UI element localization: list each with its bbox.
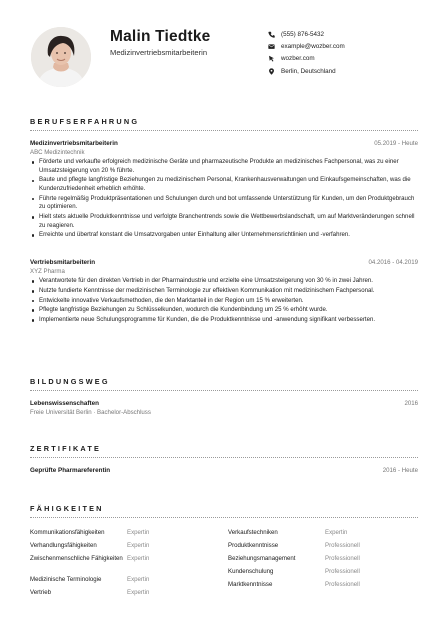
skill-level: Expertin — [127, 589, 150, 597]
skills-section — [30, 504, 418, 518]
job-bullet: Erreichte und übertraf konstant die Umsatzvorgaben unter Einhaltung aller Unternehmensrichtlinien und -verfahren. — [30, 231, 418, 240]
job-date: 04.2016 - 04.2019 — [368, 259, 418, 266]
certificate-title: Geprüfte Pharmareferentin — [30, 467, 111, 474]
section-divider — [30, 130, 418, 131]
education-date: 2016 — [404, 400, 418, 407]
skill-name: Zwischenmenschliche Fähigkeiten — [30, 555, 123, 562]
skill-name: Marktkenntnisse — [228, 581, 273, 588]
section-title-certificates: ZERTIFIKATE — [30, 444, 102, 453]
job-entry-1 — [30, 140, 418, 241]
contact-website-text[interactable]: wozber.com — [281, 55, 315, 63]
education-institution: Freie Universität Berlin · Bachelor-Abschluss — [30, 408, 151, 416]
phone-icon — [268, 30, 281, 39]
skill-name: Verhandlungsfähigkeiten — [30, 542, 97, 549]
job-title: Vertriebsmitarbeiterin — [30, 259, 96, 266]
skill-item — [228, 555, 360, 563]
job-bullet: Pflegte langfristige Beziehungen zu Schlüsselkunden, wodurch die Kundenbindung um 25 % erhöht wurde. — [30, 306, 418, 315]
skill-level: Professionell — [325, 581, 360, 589]
job-title: Medizinvertriebsmitarbeiterin — [30, 140, 118, 147]
contact-phone — [268, 28, 345, 40]
education-section — [30, 377, 418, 391]
avatar — [31, 27, 91, 87]
skill-level: Expertin — [127, 555, 150, 563]
profile-photo — [31, 27, 91, 87]
contact-email-text[interactable]: example@wozber.com — [281, 42, 345, 50]
education-entry — [30, 400, 418, 416]
skill-item — [228, 581, 360, 589]
skill-level: Expertin — [325, 529, 348, 537]
certificate-date: 2016 - Heute — [382, 467, 418, 474]
job-bullet: Führte regelmäßig Produktpräsentationen und Schulungen durch und bot umfassende Unterstützung für Kunden, um den Produktgebrauch zu optimieren. — [30, 195, 418, 212]
job-bullets — [30, 158, 418, 240]
skill-item — [30, 589, 149, 597]
job-bullet: Entwickelte innovative Verkaufsmethoden, die den Marktanteil in der Region um 15 % erweiterten. — [30, 297, 418, 306]
education-title: Lebenswissenschaften — [30, 400, 99, 407]
skill-level: Professionell — [325, 555, 360, 563]
skill-level: Expertin — [127, 576, 150, 584]
contact-website — [268, 53, 345, 65]
section-divider — [30, 517, 418, 518]
experience-section — [30, 117, 418, 131]
candidate-name: Malin Tiedtke — [110, 28, 211, 45]
job-bullet: Verantwortete für den direkten Vertrieb in der Pharmaindustrie und erzielte eine Umsatzsteigerung von 30 % in zwei Jahren. — [30, 277, 418, 286]
contact-location-text: Berlin, Deutschland — [281, 67, 336, 75]
skill-name: Kundenschulung — [228, 568, 274, 575]
section-title-skills: FÄHIGKEITEN — [30, 504, 104, 513]
job-bullet: Förderte und verkaufte erfolgreich medizinische Geräte und pharmazeutische Produkte an medizinisches Fachpersonal, was zu einer Umsatzsteigerung von 20 % führte. — [30, 158, 418, 175]
skill-level: Expertin — [127, 542, 150, 550]
skill-level: Professionell — [325, 568, 360, 576]
skill-item — [228, 529, 347, 537]
skill-item — [30, 555, 149, 563]
contact-phone-text[interactable]: (555) 876-5432 — [281, 30, 325, 38]
certificates-section — [30, 444, 418, 458]
job-bullets — [30, 277, 418, 324]
skill-item — [30, 529, 149, 537]
job-bullet: Baute und pflegte langfristige Beziehungen zu medizinischem Personal, Krankenhausverwaltungen und Einkaufsgemeinschaften, was die Kundenzufriedenheit erheblich erhöhte. — [30, 176, 418, 193]
skill-item — [30, 542, 149, 550]
contact-email — [268, 40, 345, 52]
skill-level: Professionell — [325, 542, 360, 550]
website-icon — [268, 54, 281, 63]
contact-list — [268, 28, 345, 77]
skill-name: Medizinische Terminologie — [30, 576, 102, 583]
section-title-experience: BERUFSERFAHRUNG — [30, 117, 140, 126]
section-divider — [30, 457, 418, 458]
section-title-education: BILDUNGSWEG — [30, 377, 110, 386]
section-divider — [30, 390, 418, 391]
location-icon — [268, 67, 281, 76]
job-company: XYZ Pharma — [30, 267, 65, 275]
job-date: 05.2019 - Heute — [374, 140, 418, 147]
job-company: ABC Medizintechnik — [30, 148, 85, 156]
certificate-entry — [30, 467, 418, 474]
skill-name: Beziehungsmanagement — [228, 555, 296, 562]
contact-location — [268, 65, 345, 77]
skill-item — [228, 568, 360, 576]
skill-name: Vertrieb — [30, 589, 52, 596]
skill-name: Verkaufstechniken — [228, 529, 278, 536]
job-bullet: Nutzte fundierte Kenntnisse der medizinischen Terminologie zur effektiven Kommunikation mit medizinischem Fachpersonal. — [30, 287, 418, 296]
job-bullet: Hielt stets aktuelle Produktkenntnisse und verfolgte Branchentrends sowie die Wettbewerbslandschaft, um auf Marktveränderungen schnell zu reagieren. — [30, 213, 418, 230]
skill-name: Produktkenntnisse — [228, 542, 279, 549]
job-bullet: Implementierte neue Schulungsprogramme für Kunden, die die Produktkenntnisse und -anwendung signifikant verbesserten. — [30, 316, 418, 325]
job-entry-2 — [30, 259, 418, 326]
resume-header — [0, 0, 448, 110]
candidate-role: Medizinvertriebsmitarbeiterin — [110, 48, 208, 57]
skill-level: Expertin — [127, 529, 150, 537]
skill-item — [228, 542, 360, 550]
skill-name: Kommunikationsfähigkeiten — [30, 529, 105, 536]
email-icon — [268, 42, 281, 51]
skill-item — [30, 576, 149, 584]
